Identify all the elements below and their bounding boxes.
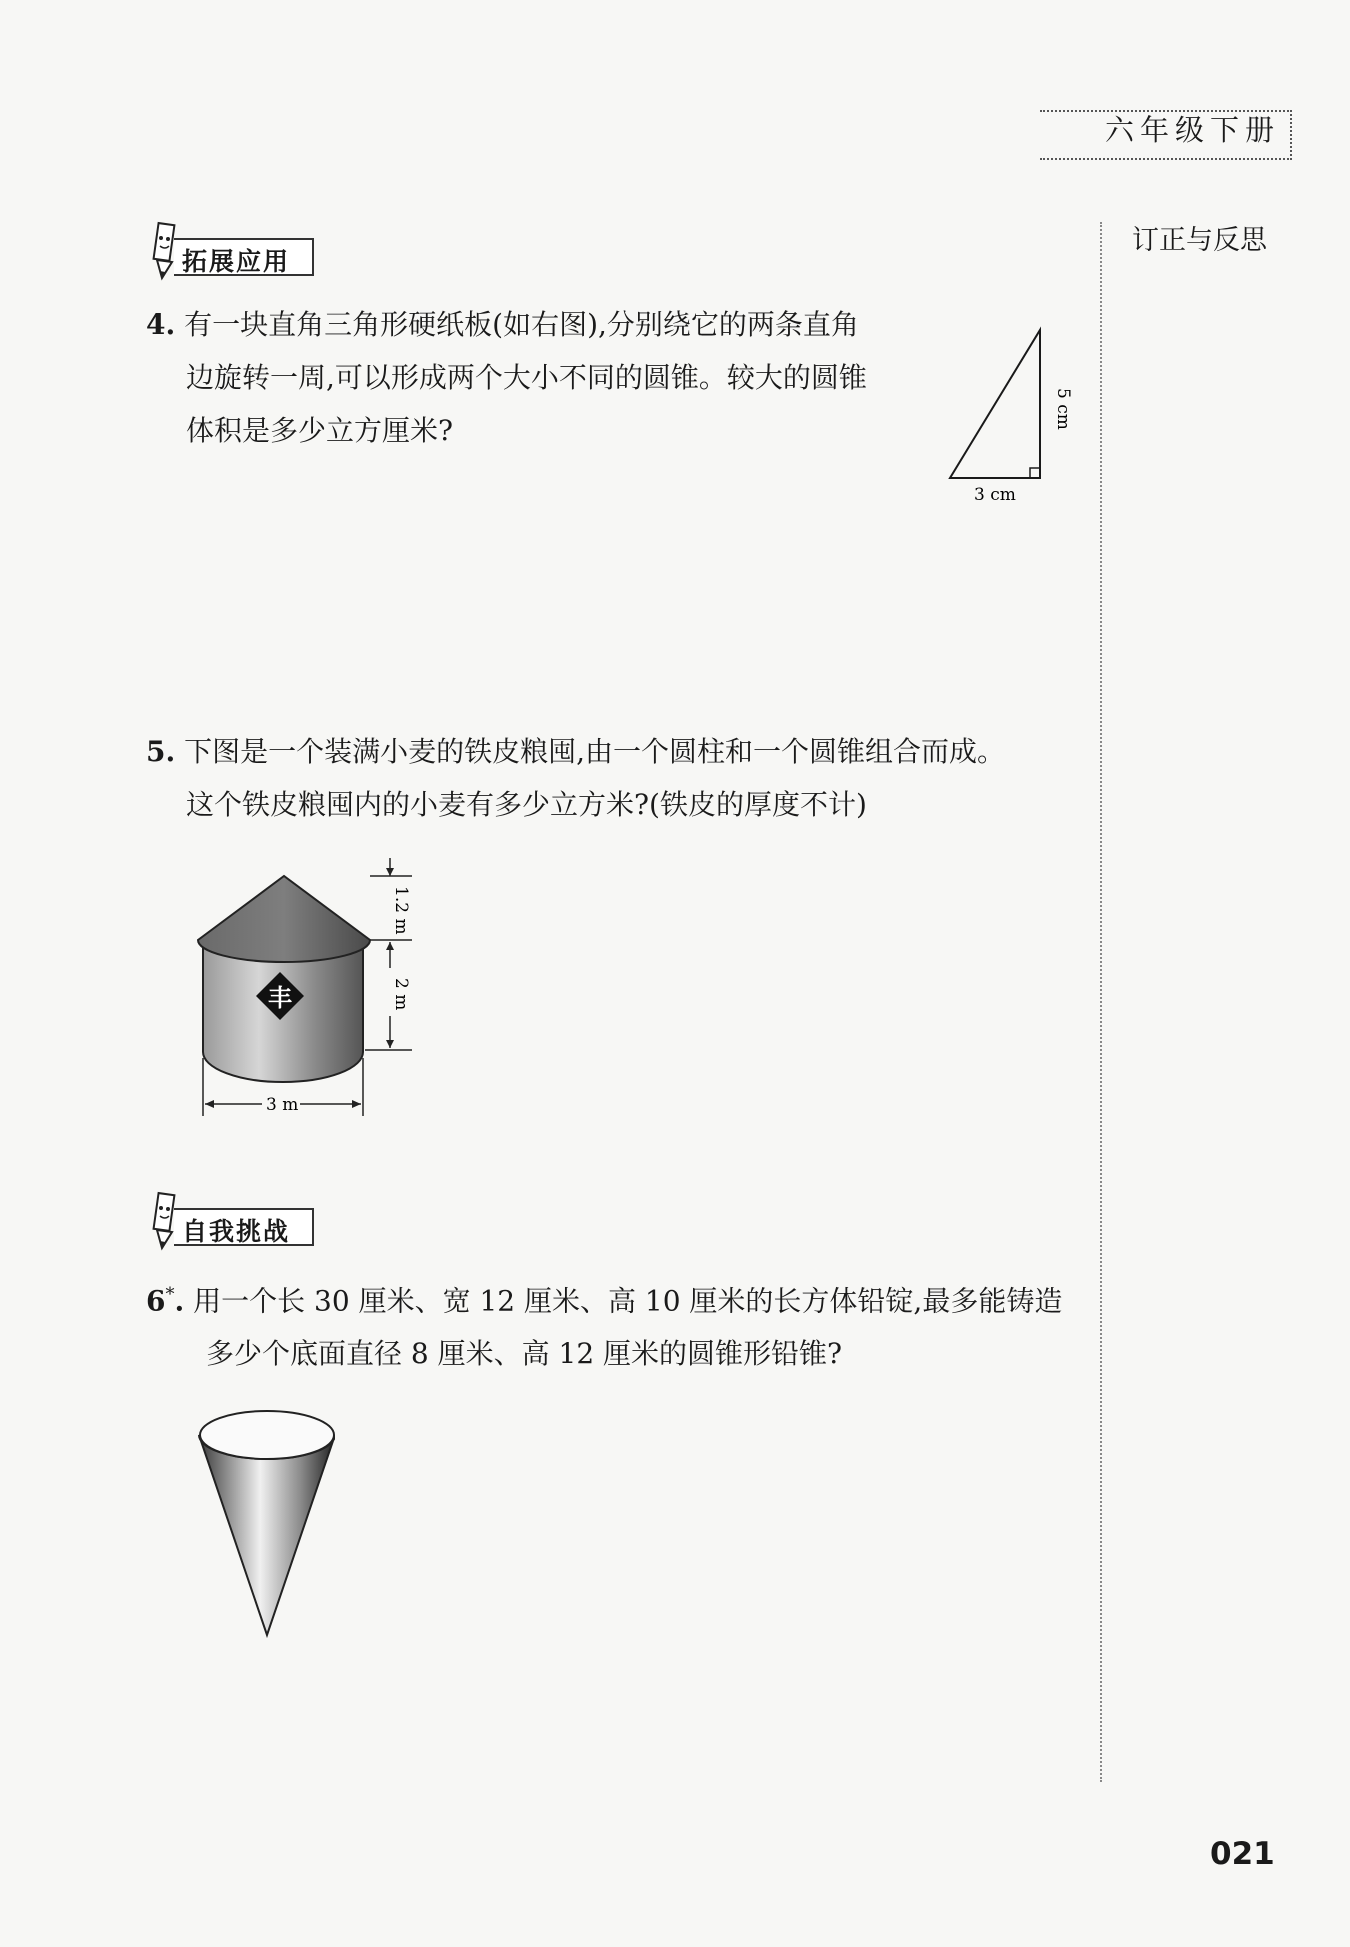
question-line: 有一块直角三角形硬纸板(如右图),分别绕它的两条直角 [184,308,859,341]
question-line: 这个铁皮粮囤内的小麦有多少立方米?(铁皮的厚度不计) [186,788,867,821]
cylinder-height-label: 2 m [391,978,411,1011]
grain-silo-figure [190,850,430,1130]
question-line: 多少个底面直径 8 厘米、高 12 厘米的圆锥形铅锥? [206,1337,843,1371]
question-number: 4. [146,308,176,341]
question-5 [146,725,1096,831]
cone-figure [195,1405,335,1640]
question-line: 用一个长 30 厘米、宽 12 厘米、高 10 厘米的长方体铅锭,最多能铸造 [193,1284,1063,1318]
column-divider [1100,222,1102,1782]
challenge-star: * [165,1284,175,1305]
emblem-text: 丰 [268,983,292,1012]
correction-reflection-title: 订正与反思 [1132,225,1267,256]
question-number: 5. [146,735,176,768]
question-4 [146,298,946,457]
section-label: 自我挑战 [182,1217,291,1246]
question-6 [146,1268,1096,1380]
diameter-label: 3 m [266,1095,299,1115]
base-label: 3 cm [974,485,1016,505]
section-label: 拓展应用 [182,247,291,276]
question-line: 边旋转一周,可以形成两个大小不同的圆锥。较大的圆锥 [186,361,867,394]
right-triangle-figure [940,320,1080,510]
question-line: 体积是多少立方厘米? [186,414,454,447]
question-dot: . [174,1284,185,1318]
question-number: 6 [146,1284,166,1318]
section-header-extension [148,222,318,282]
cone-height-label: 1.2 m [391,886,411,935]
page-number: 021 [1210,1836,1275,1872]
height-label: 5 cm [1053,388,1073,430]
question-line: 下图是一个装满小麦的铁皮粮囤,由一个圆柱和一个圆锥组合而成。 [184,735,1006,768]
section-header-challenge [148,1192,318,1252]
grade-label: 六年级下册 [1105,113,1281,147]
